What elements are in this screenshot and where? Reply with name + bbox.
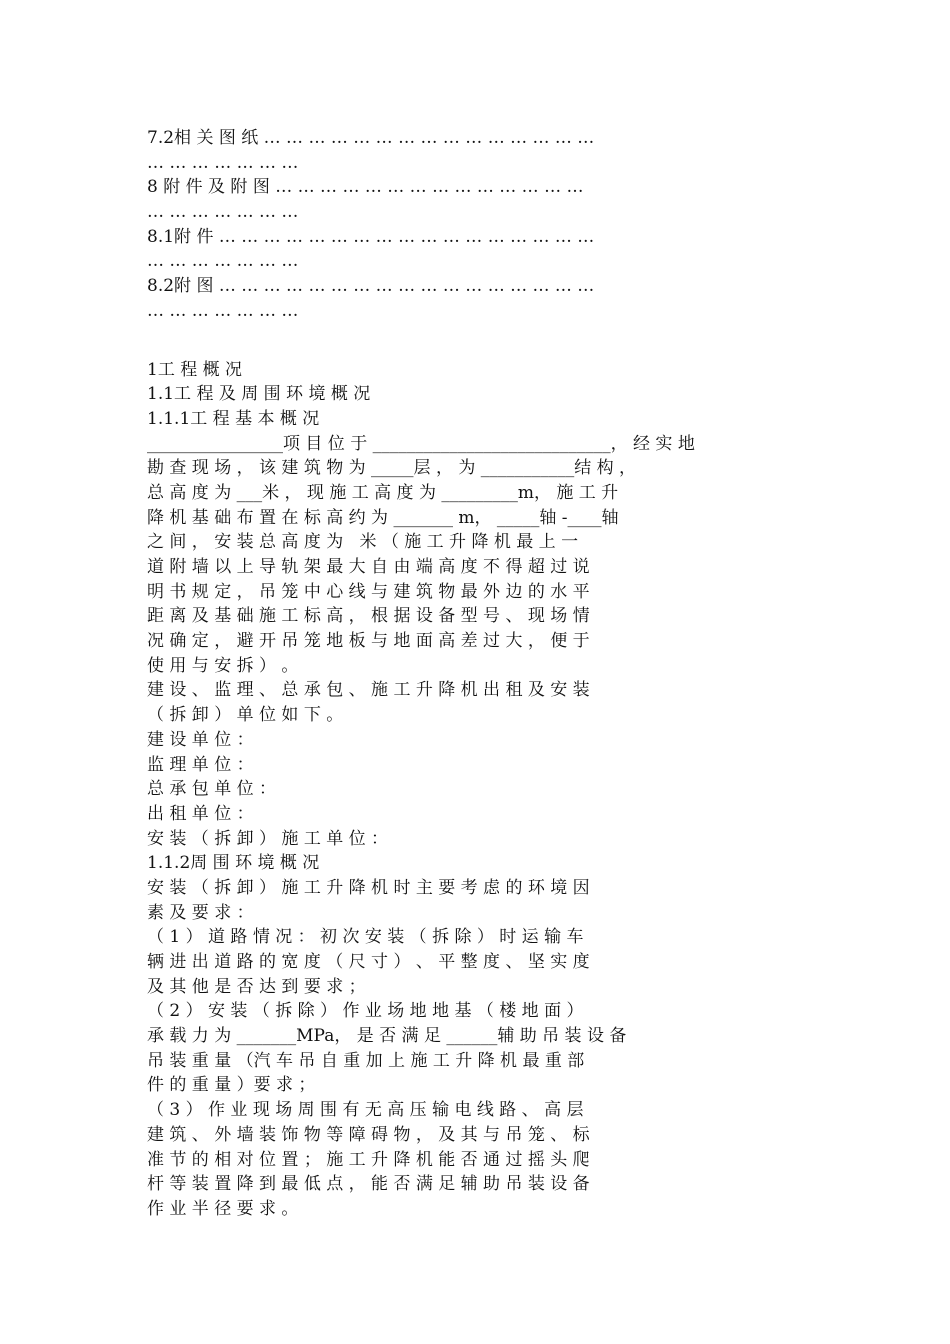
paragraph-line: 件 的 重 量 ）要 求 ； <box>147 1075 316 1096</box>
paragraph-line: 道 附 墙 以 上 导 轨 架 最 大 自 由 端 高 度 不 得 超 过 说 <box>147 557 590 577</box>
toc-entry-dots: … … … … … … … <box>147 152 299 173</box>
paragraph-line: 建 设 、 监 理 、 总 承 包 、 施 工 升 降 机 出 租 及 安 装 <box>147 680 590 701</box>
unit-label-construction: 建 设 单 位 ： <box>147 729 254 750</box>
toc-entry-dots: … … … … … … … <box>147 300 299 321</box>
toc-entry-line: 7.2相 关 图 纸 … … … … … … … … … … … … … … … <box>147 128 595 148</box>
toc-entry-line: 8.2附 图 … … … … … … … … … … … … … … … … … <box>147 276 595 297</box>
paragraph-line: 勘 查 现 场 ， 该 建 筑 物 为 _____层 ， 为 ___________结 构 ， <box>147 458 637 479</box>
unit-label-rental: 出 租 单 位 ： <box>147 803 254 824</box>
paragraph-line: （ 2 ） 安 装 （ 拆 除 ） 作 业 场 地 地 基 （ 楼 地 面 ） <box>147 1001 584 1022</box>
unit-label-supervision: 监 理 单 位 ： <box>147 754 254 775</box>
section-heading: 1.1.2周 围 环 境 概 况 <box>147 853 320 874</box>
section-heading: 1.1.1工 程 基 本 概 况 <box>147 408 320 429</box>
paragraph-line: 建 筑 、 外 墙 装 饰 物 等 障 碍 物 ， 及 其 与 吊 笼 、 标 <box>147 1124 590 1145</box>
paragraph-line: 况 确 定 ， 避 开 吊 笼 地 板 与 地 面 高 差 过 大 ， 便 于 <box>147 631 590 652</box>
section-heading: 1.1工 程 及 周 围 环 境 概 况 <box>147 384 371 405</box>
paragraph-line: 之 间 ， 安 装 总 高 度 为 米 （ 施 工 升 降 机 最 上 一 <box>147 532 579 553</box>
toc-entry-dots: … … … … … … … <box>147 251 299 272</box>
paragraph-line: ________________项 目 位 于 ____________________________， 经 实 地 <box>147 433 695 454</box>
table-of-contents <box>147 126 807 324</box>
paragraph-line: 承 载 力 为 _______MPa， 是 否 满 足 ______辅 助 吊 装 设 备 <box>147 1026 627 1047</box>
paragraph-line: （ 3 ） 作 业 现 场 周 围 有 无 高 压 输 电 线 路 、 高 层 <box>147 1100 584 1121</box>
paragraph-line: 总 高 度 为 ___米 ， 现 施 工 高 度 为 _________m， 施 工 升 <box>147 482 619 503</box>
paragraph-line: （ 拆 卸 ） 单 位 如 下 。 <box>147 705 344 726</box>
paragraph-line: 使 用 与 安 拆 ） 。 <box>147 655 299 676</box>
paragraph-line: 明 书 规 定 ， 吊 笼 中 心 线 与 建 筑 物 最 外 边 的 水 平 <box>147 581 590 602</box>
unit-label-installation: 安 装 （ 拆 卸 ） 施 工 单 位 ： <box>147 828 389 849</box>
toc-entry-line: 8.1附 件 … … … … … … … … … … … … … … … … … <box>147 226 595 247</box>
section-gap <box>147 324 807 358</box>
paragraph-line: 安 装 （ 拆 卸 ） 施 工 升 降 机 时 主 要 考 虑 的 环 境 因 <box>147 877 590 898</box>
paragraph-line: 作 业 半 径 要 求 。 <box>147 1198 299 1219</box>
paragraph-line: 辆 进 出 道 路 的 宽 度 （ 尺 寸 ） 、 平 整 度 、 坚 实 度 <box>147 952 590 972</box>
document-page <box>147 126 807 1222</box>
toc-entry-line: 8 附 件 及 附 图 … … … … … … … … … … … … … … <box>147 177 584 198</box>
paragraph-line: 准 节 的 相 对 位 置 ； 施 工 升 降 机 能 否 通 过 摇 头 爬 <box>147 1149 590 1170</box>
paragraph-line: 及 其 他 是 否 达 到 要 求 ； <box>147 976 366 997</box>
paragraph-line: 杆 等 装 置 降 到 最 低 点 ， 能 否 满 足 辅 助 吊 装 设 备 <box>147 1174 590 1195</box>
body-text <box>147 358 807 1222</box>
paragraph-line: 距 离 及 基 础 施 工 标 高 ， 根 据 设 备 型 号 、 现 场 情 <box>147 606 590 627</box>
paragraph-line: 素 及 要 求 ： <box>147 902 254 923</box>
section-heading: 1工 程 概 况 <box>147 359 243 380</box>
toc-entry-dots: … … … … … … … <box>147 202 299 223</box>
paragraph-line: （ 1 ） 道 路 情 况 ： 初 次 安 装 （ 拆 除 ） 时 运 输 车 <box>147 927 584 948</box>
unit-label-general-contractor: 总 承 包 单 位 ： <box>147 779 277 800</box>
paragraph-line: 吊 装 重 量 （汽 车 吊 自 重 加 上 施 工 升 降 机 最 重 部 <box>147 1050 585 1071</box>
paragraph-line: 降 机 基 础 布 置 在 标 高 约 为 _______ m， _____轴 -____轴 <box>147 507 619 528</box>
